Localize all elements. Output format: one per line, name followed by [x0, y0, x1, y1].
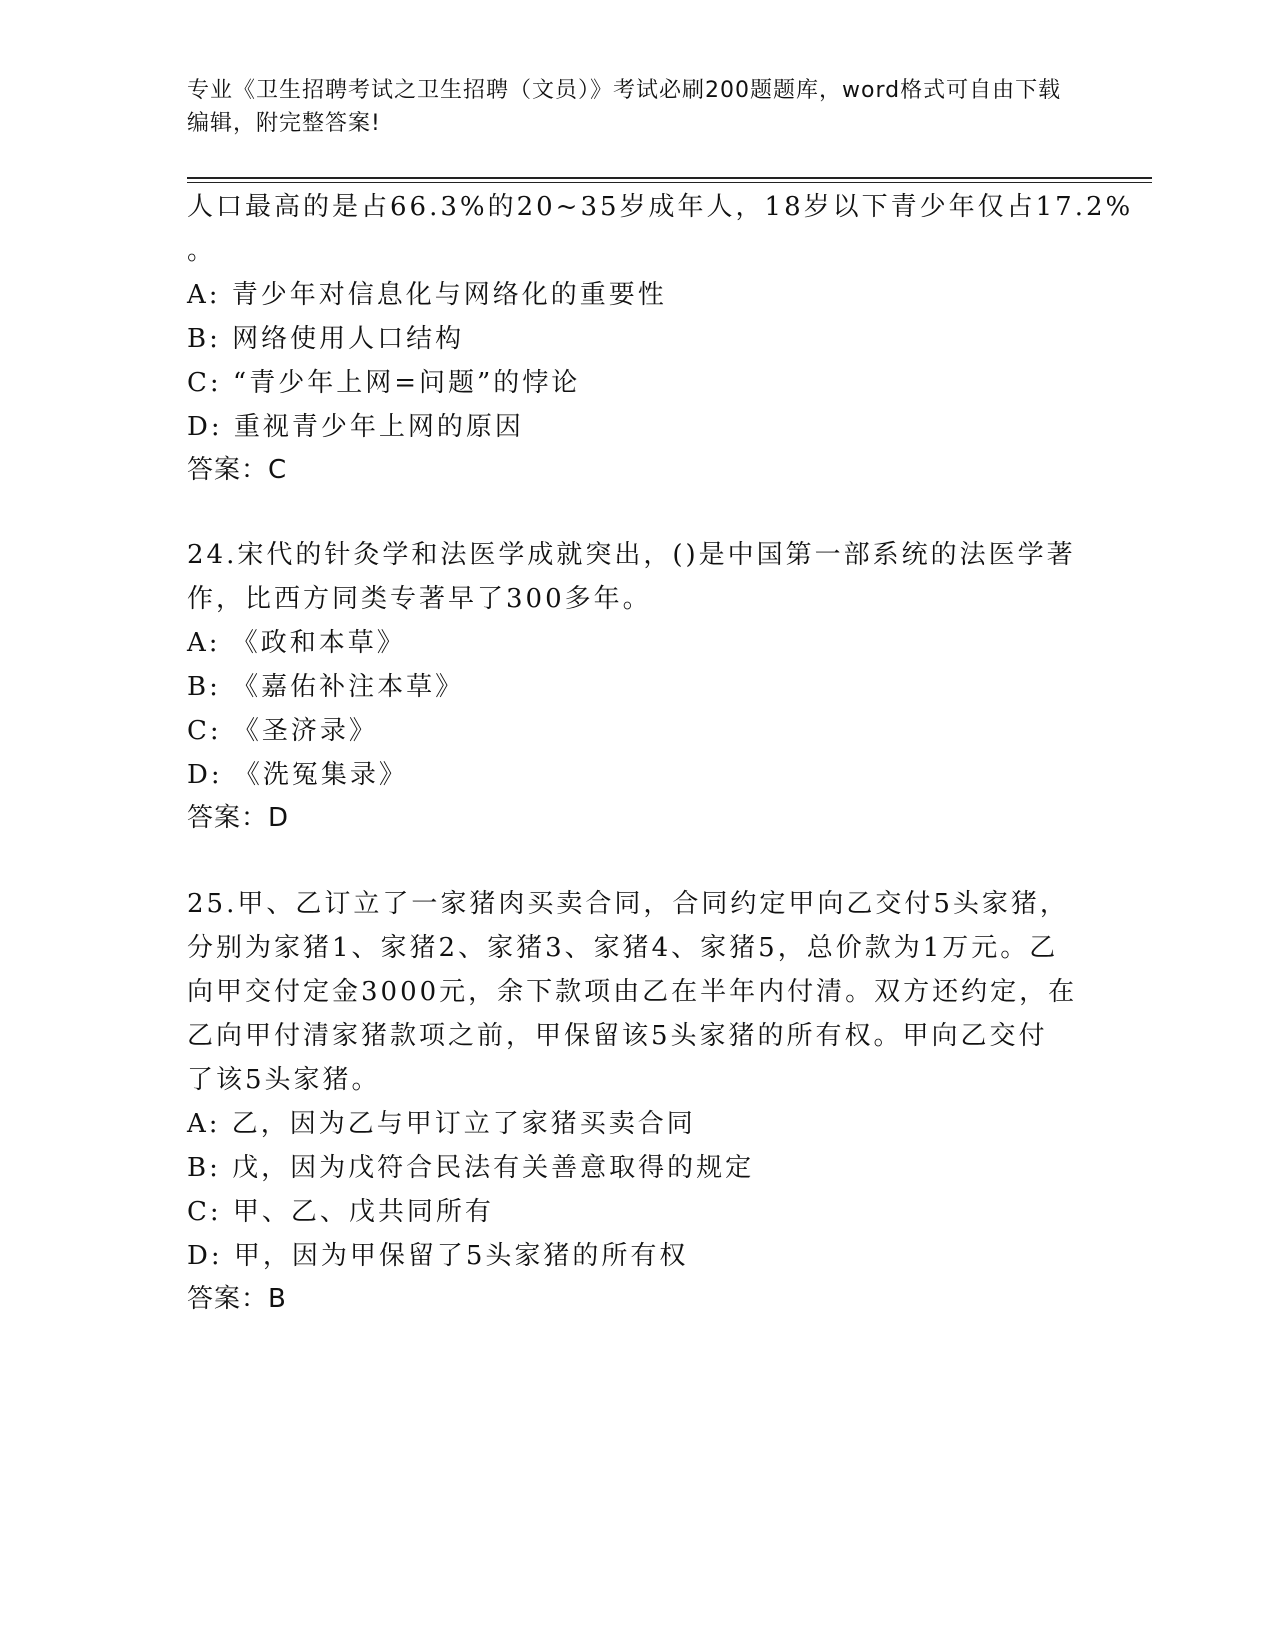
q25-option-b: B: 戊，因为戊符合民法有关善意取得的规定 — [187, 1153, 755, 1183]
q25-stem-line-4: 乙向甲付清家猪款项之前，甲保留该5头家猪的所有权。甲向乙交付 — [187, 1021, 1048, 1051]
q24-answer: 答案：D — [187, 803, 290, 833]
q24-stem-line-1: 24.宋代的针灸学和法医学成就突出，()是中国第一部系统的法医学著 — [187, 540, 1076, 570]
q25-stem-line-3: 向甲交付定金3000元，余下款项由乙在半年内付清。双方还约定，在 — [187, 977, 1078, 1007]
q25-option-c: C: 甲、乙、戊共同所有 — [187, 1197, 494, 1227]
q23-stem-line-1: 人口最高的是占66.3%的20~35岁成年人，18岁以下青少年仅占17.2% — [187, 192, 1134, 222]
q24-option-b: B: 《嘉佑补注本草》 — [187, 672, 465, 702]
q25-stem-line-5: 了该5头家猪。 — [187, 1065, 381, 1095]
q23-option-a: A: 青少年对信息化与网络化的重要性 — [187, 280, 667, 310]
q25-stem-line-1: 25.甲、乙订立了一家猪肉买卖合同，合同约定甲向乙交付5头家猪， — [187, 889, 1069, 919]
document-header: 专业《卫生招聘考试之卫生招聘（文员）》考试必刷200题题库，word格式可自由下载编辑，附完整答案! — [187, 78, 1062, 136]
q23-option-c: C: “青少年上网=问题”的悖论 — [187, 368, 581, 398]
q24-option-a: A: 《政和本草》 — [187, 628, 406, 658]
q25-option-a: A: 乙，因为乙与甲订立了家猪买卖合同 — [187, 1109, 696, 1139]
q25-option-d: D: 甲，因为甲保留了5头家猪的所有权 — [187, 1241, 689, 1271]
q23-option-d: D: 重视青少年上网的原因 — [187, 412, 524, 442]
q23-answer: 答案：C — [187, 455, 288, 485]
header-rule-thick — [187, 177, 1152, 179]
q24-option-c: C: 《圣济录》 — [187, 716, 378, 746]
q25-answer: 答案：B — [187, 1284, 287, 1314]
header-rule-thin — [187, 182, 1152, 183]
q23-option-b: B: 网络使用人口结构 — [187, 324, 465, 354]
q24-option-d: D: 《洗冤集录》 — [187, 760, 408, 790]
q25-stem-line-2: 分别为家猪1、家猪2、家猪3、家猪4、家猪5，总价款为1万元。乙 — [187, 933, 1059, 963]
q23-stem-line-2: 。 — [187, 236, 217, 266]
q24-stem-line-2: 作，比西方同类专著早了300多年。 — [187, 584, 652, 614]
